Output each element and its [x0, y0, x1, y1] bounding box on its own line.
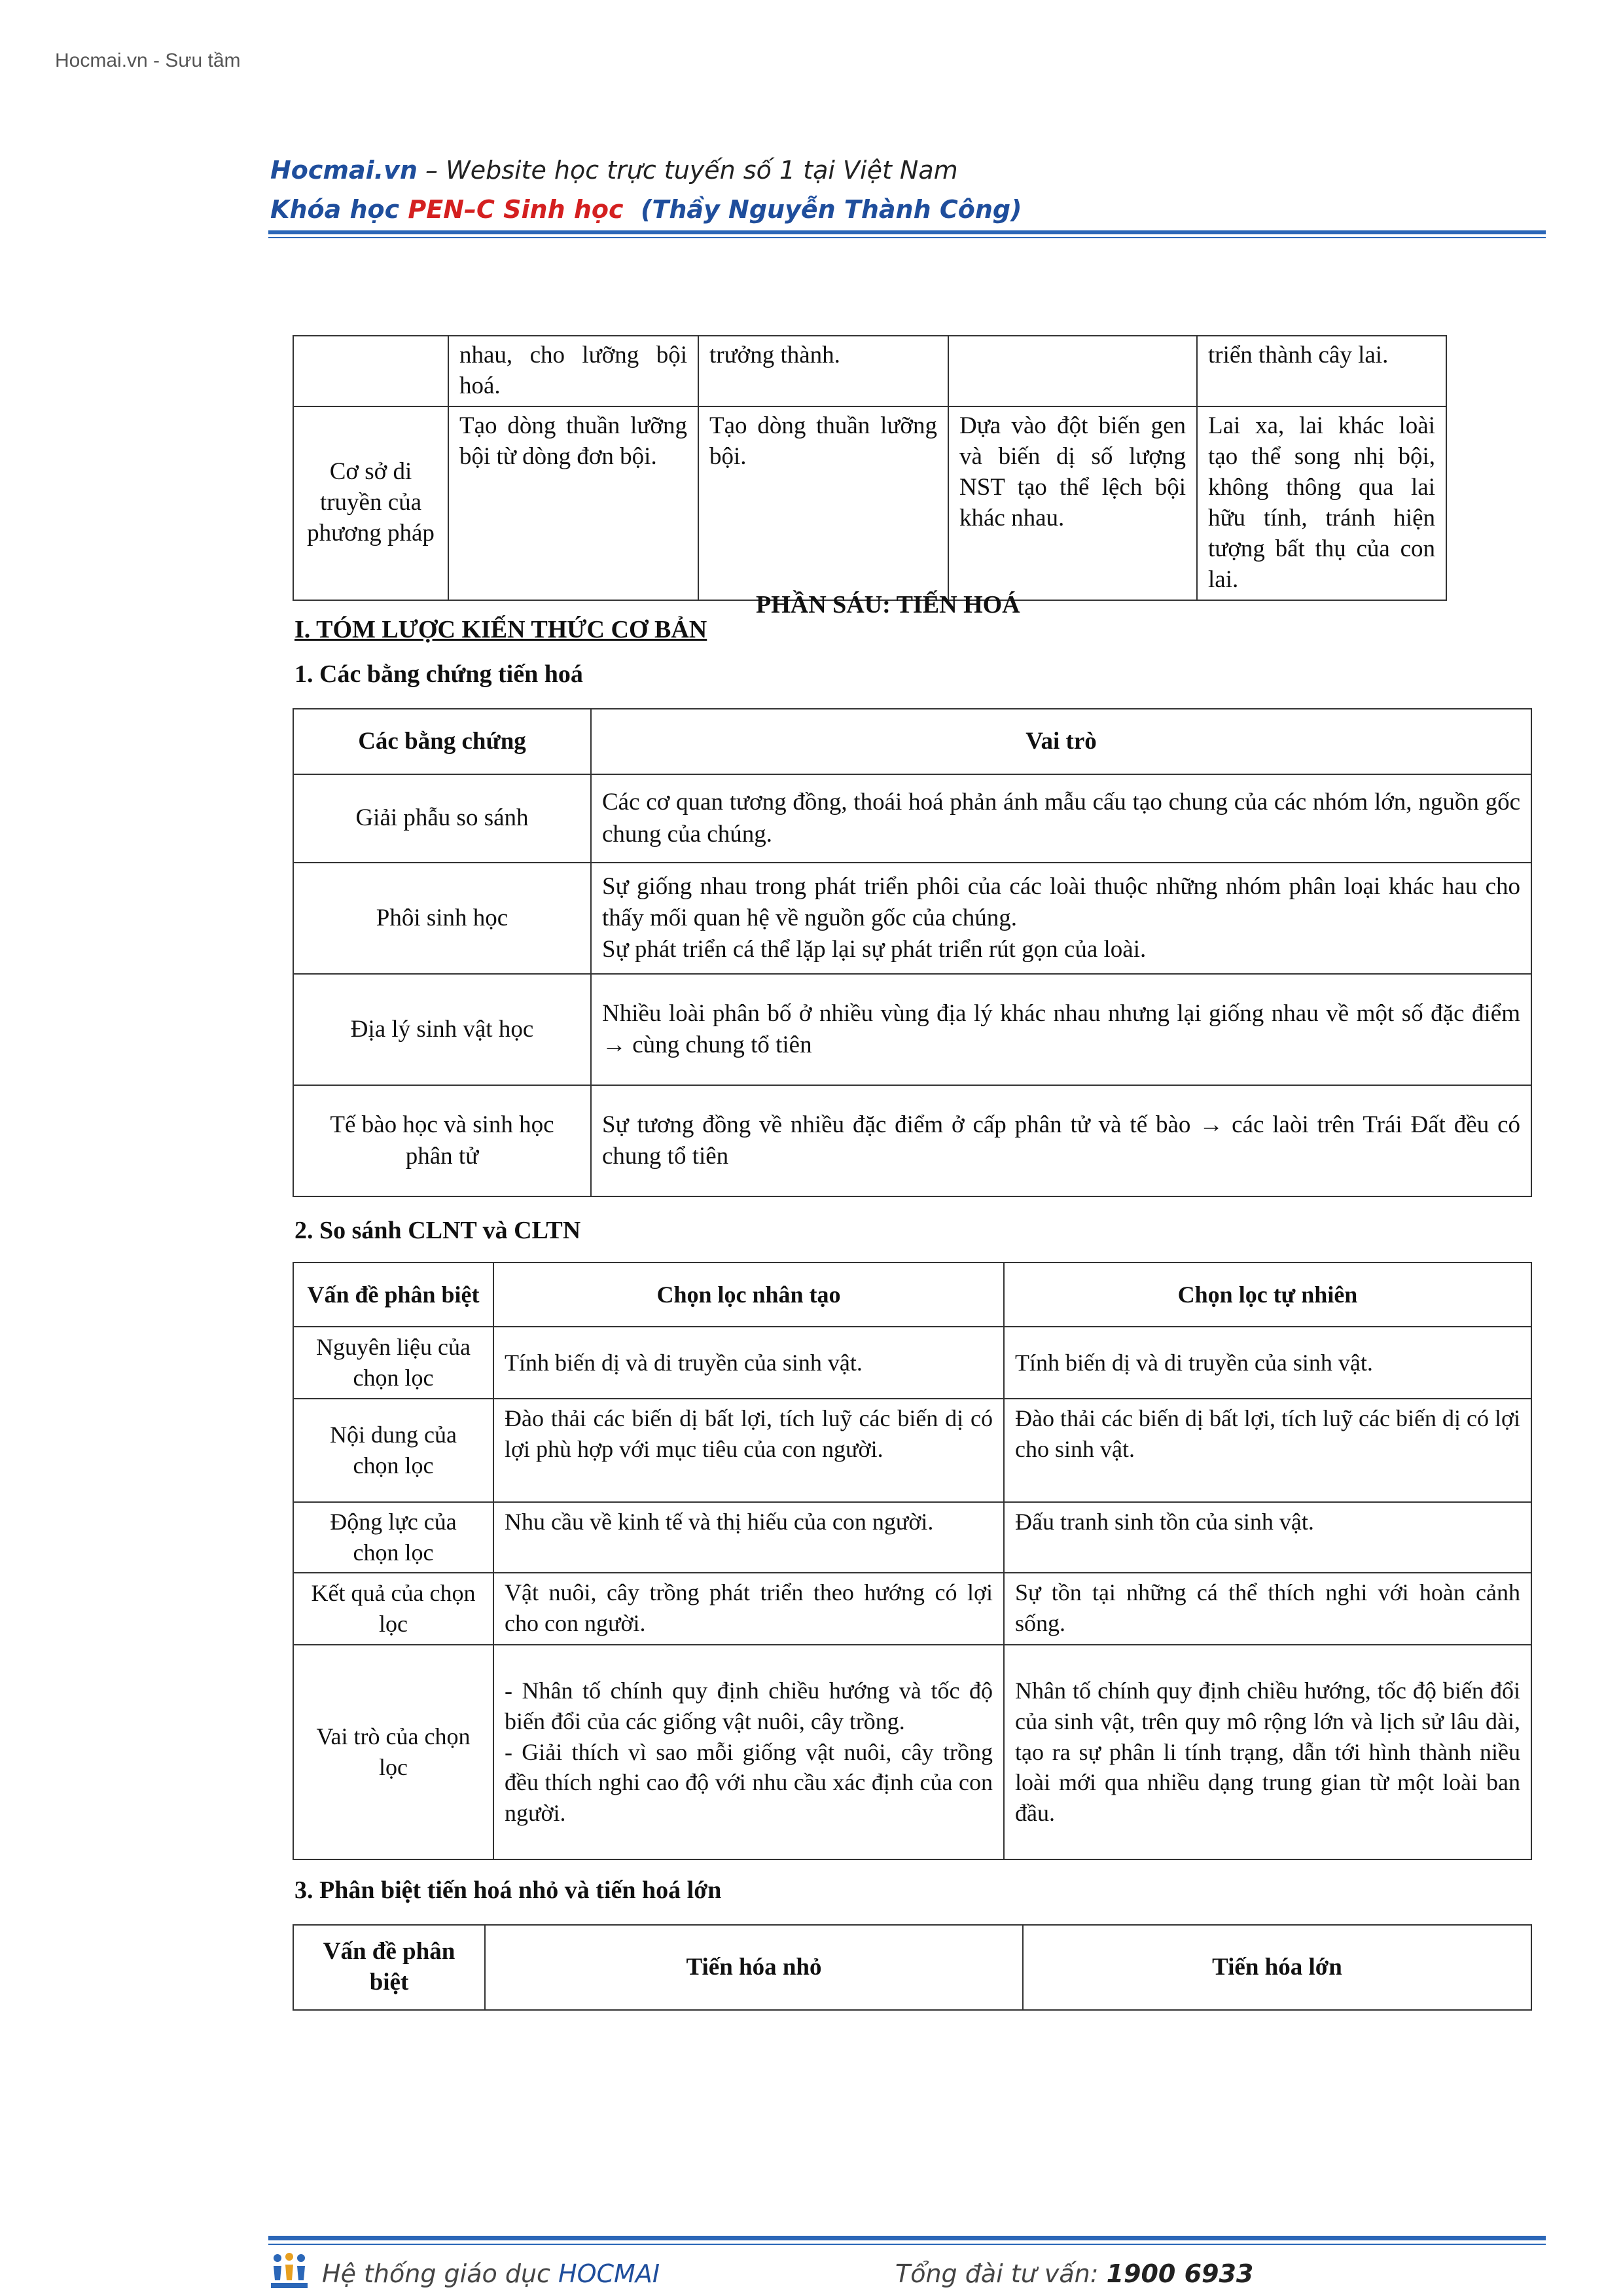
role-text: Sự phát triển cá thể lặp lại sự phát triển rút gọn của loài. [602, 936, 1147, 963]
table-cell: Tạo dòng thuần lưỡng bội từ dòng đơn bội. [448, 406, 698, 600]
table-row [293, 336, 1446, 406]
table-cell: Đấu tranh sinh tồn của sinh vật. [1004, 1502, 1531, 1573]
header-rule-thin [268, 237, 1546, 238]
part-title: PHẦN SÁU: TIẾN HOÁ [756, 591, 1020, 619]
table-cell: trưởng thành. [698, 336, 948, 406]
table-cell: Tính biến dị và di truyền của sinh vật. [493, 1327, 1004, 1399]
section-heading-1: 1. Các bằng chứng tiến hoá [294, 660, 583, 688]
table-cell: Cơ sở di truyền của phương pháp [293, 406, 448, 600]
table-header: Chọn lọc nhân tạo [493, 1263, 1004, 1327]
table-row [293, 863, 1531, 974]
table-header: Vấn đề phân biệt [293, 1263, 493, 1327]
table-cell: Sự tồn tại những cá thể thích nghi với hoàn cảnh sống. [1004, 1573, 1531, 1645]
table-header: Các bằng chứng [293, 709, 591, 774]
table-cell [591, 863, 1531, 974]
role-text: Sự giống nhau trong phát triển phôi của các loài thuộc những nhóm phân loại khác hau cho thấy mối quan hệ về nguồn gốc của chúng. [602, 872, 1520, 931]
evidence-table [293, 708, 1532, 1197]
footer-right [895, 2259, 1253, 2288]
table-cell: Động lực của chọn lọc [293, 1502, 493, 1573]
table-cell: Vật nuôi, cây trồng phát triển theo hướng có lợi cho con người. [493, 1573, 1004, 1645]
table-cell: Nhân tố chính quy định chiều hướng, tốc độ biến đổi của sinh vật, trên quy mô rộng lớn và lịch sử lâu dài, tạo ra sự phân li tính trạng, dẫn tới hình thành niều loài mới qua nhiều dạng trung gian từ một loài ban đầu. [1004, 1645, 1531, 1859]
site-name[interactable]: Hocmai.vn [270, 156, 418, 185]
table-cell: nhau, cho lưỡng bội hoá. [448, 336, 698, 406]
selection-comparison-table [293, 1262, 1532, 1860]
site-tagline: – Website học trực tuyến số 1 tại Việt Nam [417, 156, 958, 185]
table-cell: Đào thải các biến dị bất lợi, tích luỹ các biến dị có lợi phù hợp với mục tiêu của con người. [493, 1399, 1004, 1502]
table-cell: Tế bào học và sinh học phân tử [293, 1085, 591, 1196]
previous-methods-table [293, 335, 1447, 601]
role-text: - Nhân tố chính quy định chiều hướng và tốc độ biến đổi của các giống vật nuôi, cây trồng. [505, 1677, 993, 1734]
table-cell: Giải phẫu so sánh [293, 774, 591, 863]
course-name: PEN–C Sinh học [408, 195, 624, 224]
table-row [293, 1327, 1531, 1399]
header-rule [268, 230, 1546, 234]
table-cell: Dựa vào đột biến gen và biến dị số lượng NST tạo thể lệch bội khác nhau. [948, 406, 1197, 600]
table-row [293, 1645, 1531, 1859]
table-header: Tiến hóa nhỏ [485, 1925, 1023, 2010]
footer-right-prefix: Tổng đài tư vấn: [895, 2259, 1107, 2288]
table-cell: Vai trò của chọn lọc [293, 1645, 493, 1859]
table-cell: Sự tương đồng về nhiều đặc điểm ở cấp phân tử và tế bào → các laòi trên Trái Đất đều có chung tổ tiên [591, 1085, 1531, 1196]
header-line-2 [270, 195, 1022, 224]
table-cell [493, 1645, 1004, 1859]
table-cell: Nguyên liệu của chọn lọc [293, 1327, 493, 1399]
table-cell: Đào thải các biến dị bất lợi, tích luỹ các biến dị có lợi cho sinh vật. [1004, 1399, 1531, 1502]
section-heading-3: 3. Phân biệt tiến hoá nhỏ và tiến hoá lớn [294, 1876, 722, 1904]
section-heading-2: 2. So sánh CLNT và CLTN [294, 1217, 581, 1244]
watermark: Hocmai.vn - Sưu tầm [55, 50, 241, 71]
table-cell: Phôi sinh học [293, 863, 591, 974]
table-header-row [293, 709, 1531, 774]
table-header: Vấn đề phân biệt [293, 1925, 485, 2010]
section-heading-i: I. TÓM LƯỢC KIẾN THỨC CƠ BẢN [294, 616, 707, 643]
table-row [293, 974, 1531, 1085]
table-row [293, 1399, 1531, 1502]
table-cell: Nhu cầu về kinh tế và thị hiếu của con người. [493, 1502, 1004, 1573]
table-header: Chọn lọc tự nhiên [1004, 1263, 1531, 1327]
table-cell: Địa lý sinh vật học [293, 974, 591, 1085]
table-row [293, 774, 1531, 863]
footer-phone[interactable]: 1900 6933 [1106, 2259, 1254, 2288]
course-prefix: Khóa học [270, 195, 408, 224]
course-teacher: (Thầy Nguyễn Thành Công) [641, 195, 1022, 224]
footer-brand[interactable]: HOCMAI [558, 2259, 660, 2288]
footer-rule-thin [268, 2244, 1546, 2245]
table-cell: Kết quả của chọn lọc [293, 1573, 493, 1645]
hocmai-logo-icon [268, 2251, 310, 2291]
table-row [293, 1085, 1531, 1196]
evolution-comparison-table [293, 1924, 1532, 2011]
footer-left [322, 2259, 660, 2288]
header-line-1 [270, 156, 958, 185]
table-header-row [293, 1925, 1531, 2010]
table-row [293, 1573, 1531, 1645]
table-cell: Các cơ quan tương đồng, thoái hoá phản ánh mẫu cấu tạo chung của các nhóm lớn, nguồn gốc chung của chúng. [591, 774, 1531, 863]
table-cell: Lai xa, lai khác loài tạo thể song nhị bội, không thông qua lai hữu tính, tránh hiện tượng bất thụ của con lai. [1197, 406, 1446, 600]
table-header: Vai trò [591, 709, 1531, 774]
table-row [293, 1502, 1531, 1573]
footer-rule [268, 2236, 1546, 2240]
table-cell: Tính biến dị và di truyền của sinh vật. [1004, 1327, 1531, 1399]
footer-left-prefix: Hệ thống giáo dục [322, 2259, 559, 2288]
table-cell: Tạo dòng thuần lưỡng bội. [698, 406, 948, 600]
table-header: Tiến hóa lớn [1023, 1925, 1531, 2010]
role-text: - Giải thích vì sao mỗi giống vật nuôi, cây trồng đều thích nghi cao độ với nhu cầu xác định của con người. [505, 1738, 993, 1827]
table-row [293, 406, 1446, 600]
table-cell: Nội dung của chọn lọc [293, 1399, 493, 1502]
table-cell [948, 336, 1197, 406]
table-header-row [293, 1263, 1531, 1327]
table-cell [293, 336, 448, 406]
table-cell: triển thành cây lai. [1197, 336, 1446, 406]
table-cell: Nhiều loài phân bố ở nhiều vùng địa lý khác nhau nhưng lại giống nhau về một số đặc điểm → cùng chung tổ tiên [591, 974, 1531, 1085]
